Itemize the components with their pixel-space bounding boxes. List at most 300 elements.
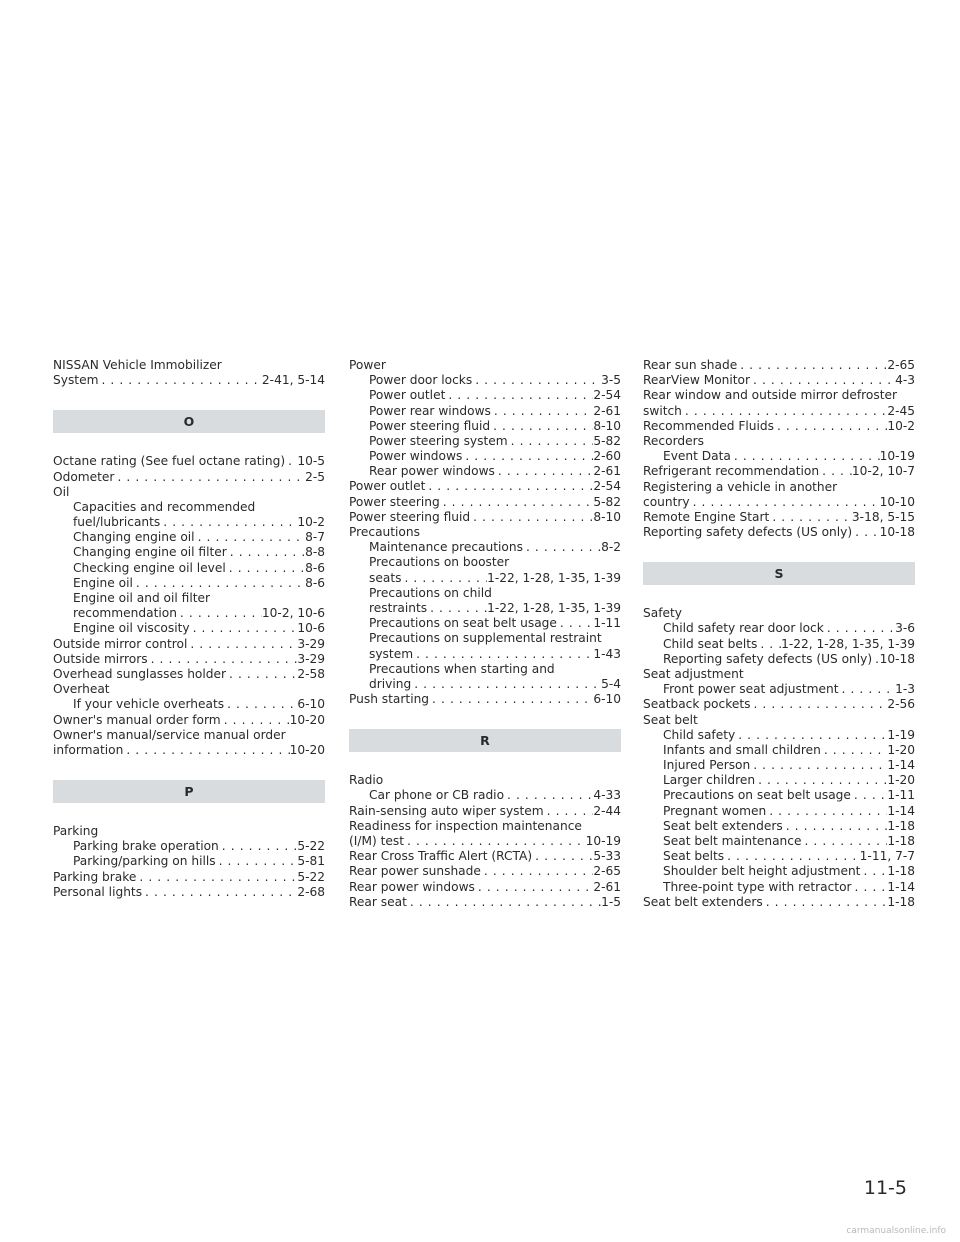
- entry-page-ref[interactable]: 10-2: [297, 515, 325, 530]
- entry-page-ref[interactable]: 1-11: [887, 788, 915, 803]
- entry-label: driving: [369, 676, 412, 691]
- entry-page-ref[interactable]: 6-10: [593, 692, 621, 707]
- entry-label: Changing engine oil filter: [73, 545, 227, 560]
- entry-page-ref[interactable]: 8-2: [601, 540, 621, 555]
- index-entry[interactable]: [349, 804, 621, 819]
- entry-label: Odometer: [53, 469, 115, 484]
- entry-page-ref[interactable]: 2-65: [887, 357, 915, 372]
- entry-page-ref[interactable]: 5-82: [593, 433, 621, 448]
- index-entry[interactable]: [643, 682, 915, 697]
- dot-leader: [872, 652, 879, 667]
- index-heading: [643, 713, 915, 728]
- entry-page-ref[interactable]: 2-61: [593, 879, 621, 894]
- dot-leader: [544, 804, 594, 819]
- dot-leader: [504, 788, 593, 803]
- entry-label: Larger children: [663, 773, 756, 788]
- index-entry[interactable]: [643, 621, 915, 636]
- index-entry[interactable]: [53, 697, 325, 712]
- entry-page-ref[interactable]: 1-14: [887, 803, 915, 818]
- entry-page-ref[interactable]: 1-14: [887, 758, 915, 773]
- entry-label: Personal lights: [53, 884, 143, 899]
- dot-leader: [490, 419, 593, 434]
- entry-label: Event Data: [663, 449, 731, 464]
- entry-page-ref[interactable]: 3-29: [297, 636, 325, 651]
- entry-label: Engine oil and oil filter: [73, 591, 211, 606]
- entry-page-ref[interactable]: 10-19: [585, 834, 621, 849]
- entry-label: Child safety: [663, 727, 736, 742]
- dot-leader: [285, 454, 297, 469]
- entry-label: Owner's manual order form: [53, 712, 221, 727]
- dot-leader: [472, 373, 601, 388]
- entry-label: Outside mirror control: [53, 636, 188, 651]
- index-entry[interactable]: [53, 667, 325, 682]
- entry-label: Seat belt: [643, 712, 698, 727]
- index-heading: [643, 606, 915, 621]
- dot-leader: [682, 404, 887, 419]
- index-entry[interactable]: [643, 743, 915, 758]
- entry-label: Rear power windows: [349, 879, 475, 894]
- entry-label: Precautions on booster: [369, 555, 510, 570]
- index-entry[interactable]: [53, 576, 325, 591]
- dot-leader: [852, 525, 879, 540]
- index-heading: [643, 667, 915, 682]
- entry-label: Outside mirrors: [53, 651, 148, 666]
- index-entry[interactable]: [349, 419, 621, 434]
- dot-leader: [226, 667, 297, 682]
- dot-leader: [737, 358, 887, 373]
- entry-page-ref[interactable]: 2-45: [887, 403, 915, 418]
- index-entry[interactable]: [349, 571, 621, 586]
- entry-label: Push starting: [349, 692, 430, 707]
- index-heading: [53, 500, 325, 515]
- entry-page-ref[interactable]: 3-6: [895, 621, 915, 636]
- index-entry[interactable]: [53, 515, 325, 530]
- entry-label: Octane rating (See fuel octane rating): [53, 454, 286, 469]
- entry-label: recommendation: [73, 606, 177, 621]
- dot-leader: [148, 652, 298, 667]
- dot-leader: [491, 404, 593, 419]
- dot-leader: [860, 864, 887, 879]
- entry-page-ref[interactable]: 10-10: [879, 494, 915, 509]
- entry-page-ref[interactable]: 2-68: [297, 884, 325, 899]
- dot-leader: [851, 788, 887, 803]
- entry-label: Safety: [643, 606, 682, 621]
- dot-leader: [839, 682, 896, 697]
- index-entry[interactable]: [643, 449, 915, 464]
- entry-label: Seatback pockets: [643, 697, 751, 712]
- index-entry[interactable]: [349, 495, 621, 510]
- dot-leader: [98, 373, 261, 388]
- dot-leader: [425, 479, 593, 494]
- entry-label: Power steering: [349, 494, 440, 509]
- entry-page-ref[interactable]: 1-22, 1-28, 1-35, 1-39: [487, 600, 621, 615]
- index-column-2: [349, 358, 621, 910]
- entry-label: Recommended Fluids: [643, 418, 774, 433]
- dot-leader: [216, 854, 298, 869]
- dot-leader: [495, 464, 593, 479]
- entry-label: Reporting safety defects (US only): [643, 525, 853, 540]
- entry-page-ref[interactable]: 2-58: [297, 666, 325, 681]
- index-entry[interactable]: [349, 789, 621, 804]
- dot-leader: [411, 677, 601, 692]
- entry-page-ref[interactable]: 10-5: [297, 454, 325, 469]
- dot-leader: [821, 743, 887, 758]
- entry-page-ref[interactable]: 2-61: [593, 464, 621, 479]
- index-entry[interactable]: [643, 773, 915, 788]
- entry-page-ref[interactable]: 3-5: [601, 373, 621, 388]
- index-entry[interactable]: [53, 839, 325, 854]
- entry-page-ref[interactable]: 1-20: [887, 773, 915, 788]
- entry-page-ref[interactable]: 1-18: [887, 818, 915, 833]
- dot-leader: [227, 545, 305, 560]
- index-entry[interactable]: [53, 637, 325, 652]
- entry-label: Child safety rear door lock: [663, 621, 824, 636]
- dot-leader: [160, 515, 297, 530]
- index-heading: [643, 388, 915, 403]
- index-entry[interactable]: [53, 855, 325, 870]
- dot-leader: [427, 601, 487, 616]
- entry-label: Rear Cross Traffic Alert (RCTA): [349, 849, 533, 864]
- index-entry[interactable]: [349, 692, 621, 707]
- index-entry[interactable]: [349, 849, 621, 864]
- section-letter-heading: O: [53, 410, 325, 433]
- dot-leader: [763, 895, 888, 910]
- entry-label: Rear sun shade: [643, 357, 738, 372]
- dot-leader: [750, 758, 887, 773]
- entry-label: Rear seat: [349, 894, 407, 909]
- dot-leader: [404, 834, 586, 849]
- entry-label: Shoulder belt height adjustment: [663, 864, 861, 879]
- index-entry[interactable]: [53, 470, 325, 485]
- index-entry[interactable]: [53, 546, 325, 561]
- entry-label: Precautions on seat belt usage: [369, 616, 557, 631]
- dot-leader: [475, 880, 593, 895]
- index-entry[interactable]: [53, 652, 325, 667]
- entry-page-ref[interactable]: 1-3: [895, 682, 915, 697]
- entry-page-ref[interactable]: 1-20: [887, 742, 915, 757]
- entry-page-ref[interactable]: 8-6: [305, 575, 325, 590]
- index-entry[interactable]: [349, 601, 621, 616]
- entry-label: Rear power sunshade: [349, 864, 481, 879]
- dot-leader: [224, 697, 297, 712]
- index-entry[interactable]: [53, 743, 325, 758]
- entry-label: Power steering fluid: [349, 509, 471, 524]
- entry-label: Seat belt maintenance: [663, 834, 802, 849]
- entry-label: System: [53, 373, 99, 388]
- index-entry[interactable]: [53, 530, 325, 545]
- entry-label: Parking: [53, 824, 99, 839]
- index-entry[interactable]: [349, 434, 621, 449]
- entry-page-ref[interactable]: 10-2, 10-7: [851, 464, 915, 479]
- entry-page-ref[interactable]: 10-2, 10-6: [261, 606, 325, 621]
- entry-label: Power steering fluid: [369, 418, 491, 433]
- index-heading: [53, 682, 325, 697]
- entry-page-ref[interactable]: 10-6: [297, 621, 325, 636]
- dot-leader: [731, 449, 880, 464]
- entry-label: fuel/lubricants: [73, 515, 161, 530]
- index-heading: [349, 773, 621, 788]
- index-entry[interactable]: [643, 895, 915, 910]
- entry-page-ref[interactable]: 1-22, 1-28, 1-35, 1-39: [487, 570, 621, 585]
- index-entry[interactable]: [53, 561, 325, 576]
- entry-label: switch: [643, 403, 682, 418]
- dot-leader: [481, 864, 593, 879]
- entry-page-ref[interactable]: 2-56: [887, 697, 915, 712]
- index-heading: [643, 434, 915, 449]
- index-entry[interactable]: [53, 870, 325, 885]
- entry-page-ref[interactable]: 2-41, 5-14: [261, 373, 325, 388]
- entry-page-ref[interactable]: 1-14: [887, 879, 915, 894]
- index-entry[interactable]: [643, 804, 915, 819]
- entry-page-ref[interactable]: 8-10: [593, 509, 621, 524]
- entry-label: Radio: [349, 773, 384, 788]
- index-entry[interactable]: [349, 864, 621, 879]
- watermark: carmanualsonline.info: [846, 1226, 946, 1236]
- entry-page-ref[interactable]: 4-3: [895, 373, 915, 388]
- index-heading: [349, 358, 621, 373]
- dot-leader: [133, 576, 305, 591]
- entry-label: Power outlet: [369, 388, 446, 403]
- dot-leader: [769, 510, 852, 525]
- entry-page-ref[interactable]: 1-18: [887, 894, 915, 909]
- index-entry[interactable]: [53, 606, 325, 621]
- index-entry[interactable]: [643, 495, 915, 510]
- index-entry[interactable]: [349, 404, 621, 419]
- entry-page-ref[interactable]: 1-19: [887, 727, 915, 742]
- index-entry[interactable]: [349, 449, 621, 464]
- entry-page-ref[interactable]: 1-18: [887, 864, 915, 879]
- index-entry[interactable]: [643, 758, 915, 773]
- index-entry[interactable]: [349, 464, 621, 479]
- entry-page-ref[interactable]: 3-29: [297, 651, 325, 666]
- entry-label: Three-point type with retractor: [663, 879, 852, 894]
- dot-leader: [508, 434, 594, 449]
- dot-leader: [440, 495, 594, 510]
- entry-page-ref[interactable]: 2-5: [305, 469, 325, 484]
- entry-page-ref[interactable]: 8-7: [305, 530, 325, 545]
- entry-page-ref[interactable]: 10-18: [879, 525, 915, 540]
- entry-page-ref[interactable]: 10-2: [887, 418, 915, 433]
- entry-label: Injured Person: [663, 758, 751, 773]
- entry-label: Parking/parking on hills: [73, 854, 216, 869]
- index-entry[interactable]: [643, 637, 915, 652]
- entry-label: Seat belt extenders: [643, 894, 763, 909]
- entry-label: Maintenance precautions: [369, 540, 523, 555]
- dot-leader: [401, 571, 487, 586]
- index-heading: [53, 728, 325, 743]
- entry-page-ref[interactable]: 10-18: [879, 651, 915, 666]
- dot-leader: [114, 470, 305, 485]
- entry-label: Readiness for inspection maintenance: [349, 818, 582, 833]
- entry-page-ref[interactable]: 4-33: [593, 788, 621, 803]
- entry-label: Precautions: [349, 525, 420, 540]
- dot-leader: [523, 540, 601, 555]
- index-entry[interactable]: [643, 880, 915, 895]
- index-entry[interactable]: [643, 404, 915, 419]
- dot-leader: [735, 728, 887, 743]
- dot-leader: [824, 621, 895, 636]
- dot-leader: [783, 819, 888, 834]
- dot-leader: [801, 834, 887, 849]
- index-entry[interactable]: [349, 677, 621, 692]
- index-entry[interactable]: [643, 358, 915, 373]
- page-number: 11-5: [863, 1177, 907, 1199]
- entry-label: information: [53, 742, 124, 757]
- entry-label: Power outlet: [349, 479, 426, 494]
- entry-label: Seat adjustment: [643, 667, 744, 681]
- index-entry[interactable]: [53, 454, 325, 469]
- index-entry[interactable]: [349, 373, 621, 388]
- index-entry[interactable]: [643, 819, 915, 834]
- index-entry[interactable]: [349, 616, 621, 631]
- index-entry[interactable]: [643, 789, 915, 804]
- entry-label: (I/M) test: [349, 834, 405, 849]
- index-heading: [349, 819, 621, 834]
- entry-label: restraints: [369, 600, 428, 615]
- entry-page-ref[interactable]: 1-18: [887, 834, 915, 849]
- index-entry[interactable]: [349, 895, 621, 910]
- dot-leader: [195, 530, 306, 545]
- entry-label: Recorders: [643, 433, 704, 448]
- dot-leader: [750, 697, 887, 712]
- index-entry[interactable]: [53, 373, 325, 388]
- entry-label: system: [369, 646, 414, 661]
- entry-label: Precautions on seat belt usage: [663, 788, 851, 803]
- index-heading: [349, 586, 621, 601]
- index-entry[interactable]: [643, 525, 915, 540]
- entry-label: Changing engine oil: [73, 530, 195, 545]
- dot-leader: [470, 510, 593, 525]
- dot-leader: [766, 804, 887, 819]
- entry-label: Precautions when starting and: [369, 661, 555, 676]
- dot-leader: [852, 880, 888, 895]
- index-heading: [349, 662, 621, 677]
- dot-leader: [445, 388, 593, 403]
- entry-page-ref[interactable]: 8-6: [305, 560, 325, 575]
- index-heading: [349, 631, 621, 646]
- dot-leader: [219, 839, 298, 854]
- dot-leader: [532, 849, 593, 864]
- index-entry[interactable]: [643, 849, 915, 864]
- dot-leader: [413, 647, 593, 662]
- entry-page-ref[interactable]: 6-10: [297, 697, 325, 712]
- dot-leader: [407, 895, 601, 910]
- entry-label: Oil: [53, 484, 70, 499]
- entry-page-ref[interactable]: 5-82: [593, 494, 621, 509]
- index-entry[interactable]: [53, 621, 325, 636]
- entry-page-ref[interactable]: 5-22: [297, 869, 325, 884]
- index-heading: [53, 591, 325, 606]
- entry-label: Capacities and recommended: [73, 499, 256, 514]
- entry-page-ref[interactable]: 5-81: [297, 854, 325, 869]
- index-entry[interactable]: [349, 480, 621, 495]
- index-entry[interactable]: [349, 510, 621, 525]
- entry-page-ref[interactable]: 2-60: [593, 449, 621, 464]
- entry-label: Front power seat adjustment: [663, 682, 839, 697]
- index-heading: [53, 358, 325, 373]
- entry-page-ref[interactable]: 8-10: [593, 418, 621, 433]
- entry-label: Refrigerant recommendation: [643, 464, 820, 479]
- entry-page-ref[interactable]: 1-11, 7-7: [859, 849, 915, 864]
- index-entry[interactable]: [643, 834, 915, 849]
- entry-label: Precautions on child: [369, 585, 492, 600]
- dot-leader: [429, 692, 593, 707]
- entry-label: Power door locks: [369, 373, 473, 388]
- entry-page-ref[interactable]: 2-54: [593, 388, 621, 403]
- index-column-3: [643, 358, 915, 910]
- entry-page-ref[interactable]: 3-18, 5-15: [851, 509, 915, 524]
- index-entry[interactable]: [349, 647, 621, 662]
- entry-label: Child seat belts: [663, 636, 758, 651]
- index-entry[interactable]: [643, 510, 915, 525]
- entry-label: Rear window and outside mirror defroster: [643, 388, 897, 403]
- entry-page-ref[interactable]: 2-54: [593, 479, 621, 494]
- dot-leader: [142, 885, 297, 900]
- dot-leader: [221, 713, 290, 728]
- dot-leader: [774, 419, 887, 434]
- entry-page-ref[interactable]: 1-11: [593, 616, 621, 631]
- section-letter-heading: R: [349, 729, 621, 752]
- entry-label: Power windows: [369, 449, 463, 464]
- index-heading: [349, 525, 621, 540]
- index-entry[interactable]: [643, 864, 915, 879]
- dot-leader: [757, 637, 781, 652]
- entry-page-ref[interactable]: 10-20: [289, 712, 325, 727]
- dot-leader: [123, 743, 289, 758]
- entry-label: Seat belts: [663, 849, 725, 864]
- dot-leader: [724, 849, 860, 864]
- index-heading: [349, 555, 621, 570]
- entry-label: Pregnant women: [663, 803, 767, 818]
- entry-label: Engine oil viscosity: [73, 621, 190, 636]
- index-entry[interactable]: [53, 713, 325, 728]
- entry-page-ref[interactable]: 8-8: [305, 545, 325, 560]
- entry-label: Parking brake operation: [73, 839, 219, 854]
- entry-label: Remote Engine Start: [643, 509, 770, 524]
- entry-page-ref[interactable]: 2-61: [593, 403, 621, 418]
- entry-page-ref[interactable]: 1-22, 1-28, 1-35, 1-39: [781, 636, 915, 651]
- index-entry[interactable]: [643, 728, 915, 743]
- dot-leader: [755, 773, 887, 788]
- index-entry[interactable]: [643, 464, 915, 479]
- index-entry[interactable]: [349, 388, 621, 403]
- entry-page-ref[interactable]: 5-22: [297, 839, 325, 854]
- dot-leader: [190, 621, 298, 636]
- entry-page-ref[interactable]: 1-43: [593, 646, 621, 661]
- entry-page-ref[interactable]: 2-65: [593, 864, 621, 879]
- index-entry[interactable]: [643, 373, 915, 388]
- entry-page-ref[interactable]: 5-33: [593, 849, 621, 864]
- entry-label: If your vehicle overheats: [73, 697, 225, 712]
- index-entry[interactable]: [643, 419, 915, 434]
- index-entry[interactable]: [643, 652, 915, 667]
- index-heading: [53, 485, 325, 500]
- entry-label: Overheat: [53, 682, 110, 697]
- index-entry[interactable]: [53, 885, 325, 900]
- section-letter-heading: S: [643, 562, 915, 585]
- entry-page-ref[interactable]: 10-20: [289, 742, 325, 757]
- index-entry[interactable]: [349, 540, 621, 555]
- entry-label: Power rear windows: [369, 403, 491, 418]
- entry-page-ref[interactable]: 5-4: [601, 676, 621, 691]
- index-entry[interactable]: [643, 697, 915, 712]
- index-entry[interactable]: [349, 834, 621, 849]
- dot-leader: [177, 606, 262, 621]
- index-entry[interactable]: [349, 880, 621, 895]
- entry-page-ref[interactable]: 1-5: [601, 894, 621, 909]
- entry-page-ref[interactable]: 2-44: [593, 803, 621, 818]
- entry-page-ref[interactable]: 10-19: [879, 449, 915, 464]
